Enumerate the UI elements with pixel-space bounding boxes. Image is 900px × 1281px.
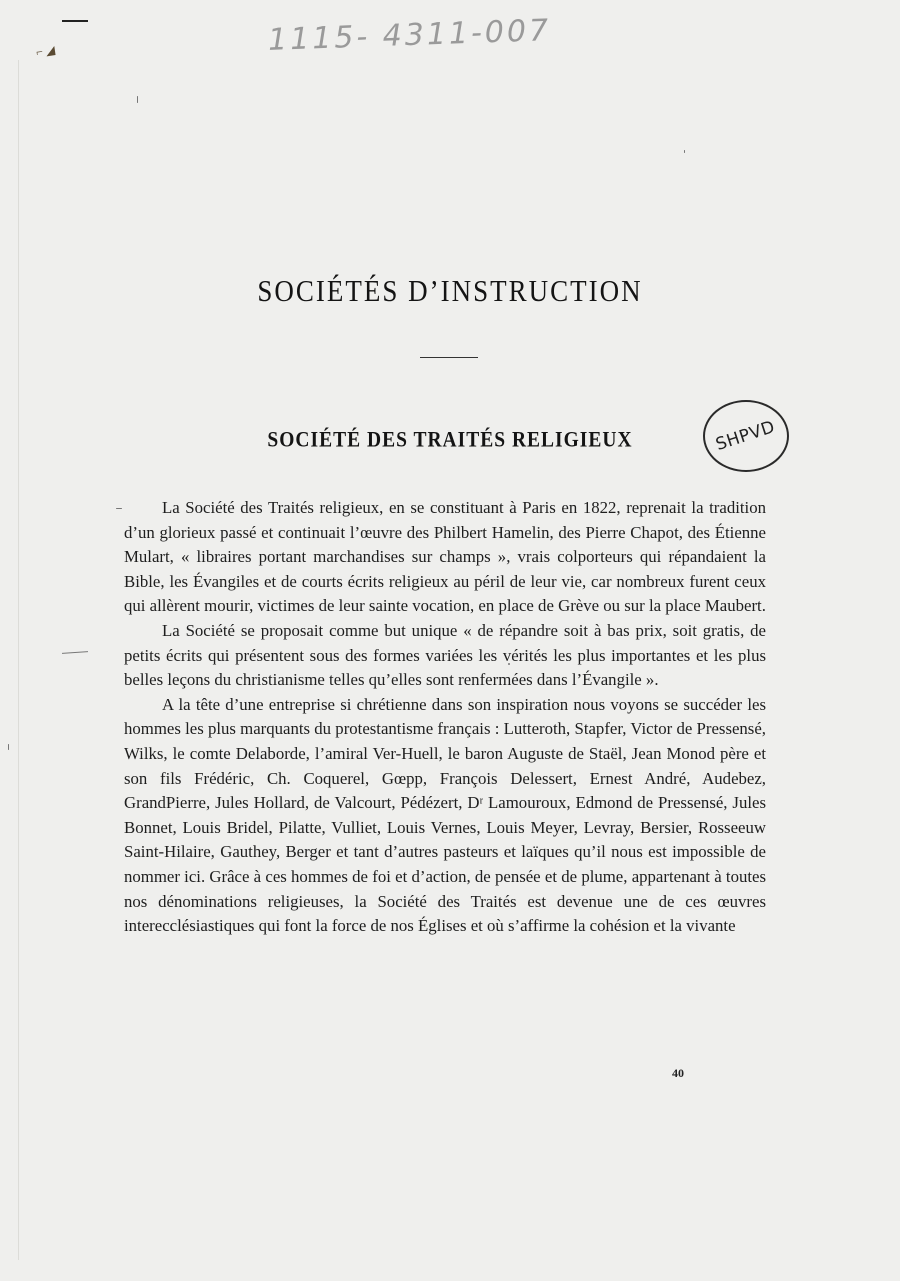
scan-edge-line xyxy=(18,60,19,1260)
shpvd-stamp xyxy=(703,400,789,472)
paragraph: A la tête d’une entreprise si chrétienne dans son inspiration nous voyons se succéder les hommes les plus marquants du protestantisme français : Lutteroth, Stapfer, Victor de Pressensé, Wilks, le comte Delaborde, l’amiral Ver-Huell, le baron Auguste de Staël, Jean Monod père et son fils Frédéric, Ch. Coquerel, Gœpp, François Delessert, Ernest André, Audebez, GrandPierre, Jules Hollard, de Valcourt, Pédézert, Dʳ Lamouroux, Edmond de Pressensé, Jules Bonnet, Louis Bridel, Pilatte, Vulliet, Louis Vernes, Louis Meyer, Levray, Bersier, Rosseeuw Saint-Hilaire, Gauthey, Berger et tant d’autres pasteurs et laïques qu’il nous est impossible de nommer ici. Grâce à ces hommes de foi et d’action, de pensée et de plume, appartenant à toutes nos dénominations religieuses, la Société des Traités est devenue une de ces œuvres interecclésiastiques qui font la force de nos Églises et où s’affirme la cohésion et la vivante xyxy=(124,694,766,936)
title-divider xyxy=(420,357,478,358)
page-number: 40 xyxy=(672,1066,684,1080)
section-title: SOCIÉTÉ DES TRAITÉS RELIGIEUX xyxy=(267,428,633,453)
margin-pencil-stroke xyxy=(62,651,88,654)
page-title: SOCIÉTÉS D’INSTRUCTION xyxy=(257,274,643,308)
margin-dot xyxy=(137,96,138,103)
corner-ink-mark: ⌐ ◢ xyxy=(35,42,56,60)
handwritten-reference-number: 1115- 4311-007 xyxy=(267,13,552,58)
top-margin-dash xyxy=(62,20,88,22)
margin-dot xyxy=(116,508,122,509)
margin-dot xyxy=(8,744,9,750)
margin-dot xyxy=(684,150,685,153)
stamp-text: SHPVD xyxy=(713,417,779,455)
paragraph: La Société se proposait comme but unique « de répandre soit à bas prix, soit gratis, de petits écrits qui présentent sous des formes variées les vérités les plus importantes et les plus belles leçons du christianisme telles qu’elles sont renfermées dans l’Évangile ». xyxy=(124,620,766,690)
paragraph: La Société des Traités religieux, en se constituant à Paris en 1822, reprenait la tradition d’un glorieux passé et continuait l’œuvre des Philbert Hamelin, des Pierre Chapot, des Étienne Mulart, « libraires portant marchandises sur champs », vrais colporteurs qui répandaient la Bible, les Évangiles et de courts écrits religieux au péril de leur vie, car nombreux furent ceux qui allèrent mourir, victimes de leur sainte vocation, en place de Grève ou sur la place Maubert. xyxy=(124,498,766,616)
body-text xyxy=(124,496,766,939)
